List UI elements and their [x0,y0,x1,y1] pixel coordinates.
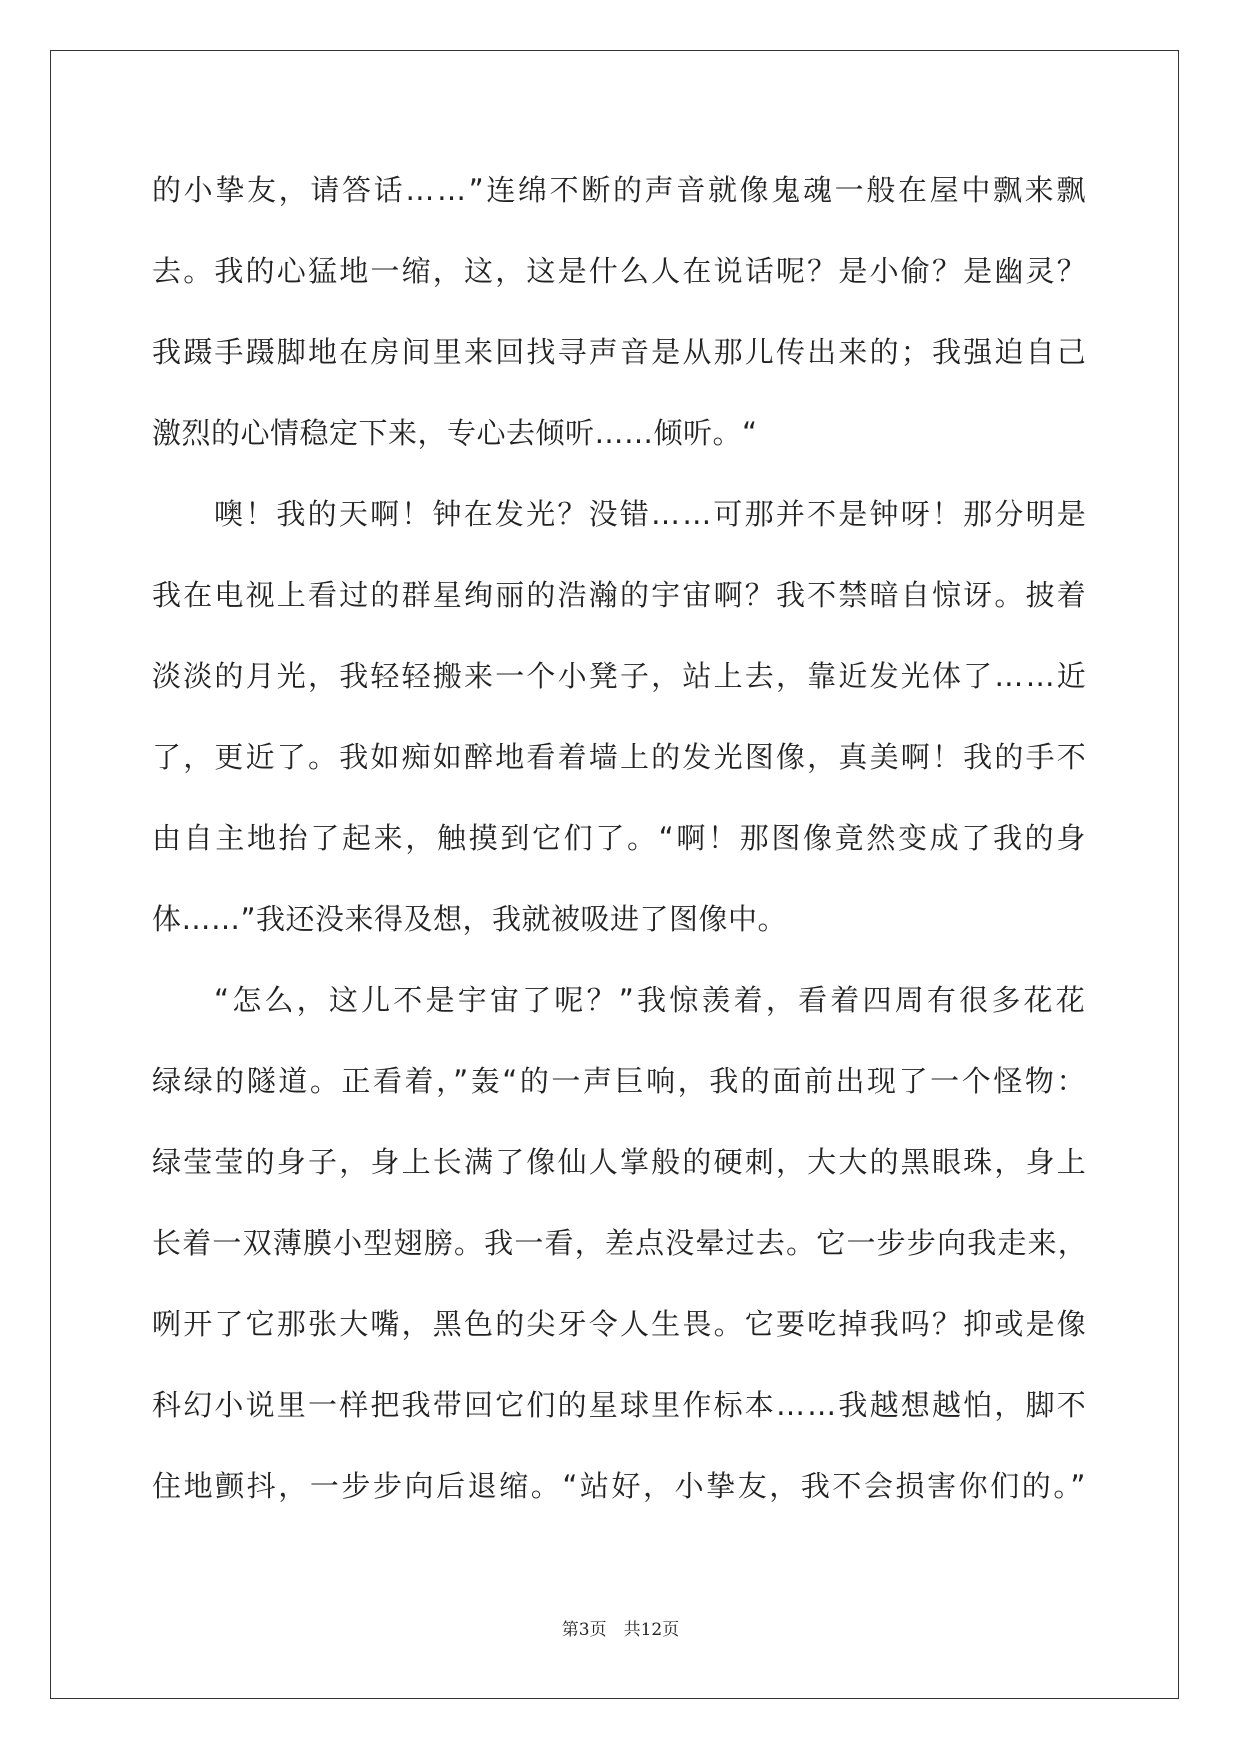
text-line [152,889,1088,970]
text-line-content: 了，更近了。我如痴如醉地看着墙上的发光图像，真美啊！我的手不 [152,740,1088,774]
text-line-content: 噢！我的天啊！钟在发光？没错……可那并不是钟呀！那分明是 [214,497,1088,531]
text-line [152,403,1088,484]
text-line [152,1051,1088,1132]
text-line-content: 去。我的心猛地一缩，这，这是什么人在说话呢？是小偷？是幽灵？ [152,254,1088,288]
text-line-content: 淡淡的月光，我轻轻搬来一个小凳子，站上去，靠近发光体了……近 [152,659,1088,693]
text-line [152,160,1088,241]
text-line [152,565,1088,646]
page-number-footer: 第3页 共12页 [561,1620,680,1640]
text-line-content: 激烈的心情稳定下来，专心去倾听……倾听。“ [152,416,758,450]
text-line-content: 我蹑手蹑脚地在房间里来回找寻声音是从那儿传出来的；我强迫自己 [152,335,1088,369]
text-line [152,1456,1088,1537]
text-line-content: “怎么，这儿不是宇宙了呢？”我惊羡着，看着四周有很多花花 [214,983,1088,1017]
text-line [152,1213,1088,1294]
text-line-content: 长着一双薄膜小型翅膀。我一看，差点没晕过去。它一步步向我走来， [152,1226,1088,1260]
text-line-content: 我在电视上看过的群星绚丽的浩瀚的宇宙啊？我不禁暗自惊讶。披着 [152,578,1088,612]
text-line-content: 的小挚友，请答话……”连绵不断的声音就像鬼魂一般在屋中飘来飘 [152,173,1089,207]
text-line [152,1375,1088,1456]
text-line-content: 绿绿的隧道。正看着，”轰“的一声巨响，我的面前出现了一个怪物： [152,1064,1089,1098]
text-line [152,727,1088,808]
text-line-content: 由自主地抬了起来，触摸到它们了。“啊！那图像竟然变成了我的身 [152,821,1089,855]
text-line [152,808,1088,889]
document-body [152,160,1088,1537]
text-line [152,646,1088,727]
text-line-content: 体……”我还没来得及想，我就被吸进了图像中。 [152,902,788,936]
text-line [152,322,1088,403]
text-line [152,241,1088,322]
paragraph-first-line [152,970,1088,1051]
text-line-content: 绿莹莹的身子，身上长满了像仙人掌般的硬刺，大大的黑眼珠，身上 [152,1145,1088,1179]
paragraph-first-line [152,484,1088,565]
text-line [152,1132,1088,1213]
text-line-content: 咧开了它那张大嘴，黑色的尖牙令人生畏。它要吃掉我吗？抑或是像 [152,1307,1088,1341]
text-line-content: 住地颤抖，一步步向后退缩。“站好，小挚友，我不会损害你们的。” [152,1469,1089,1503]
text-line-content: 科幻小说里一样把我带回它们的星球里作标本……我越想越怕，脚不 [152,1388,1088,1422]
text-line [152,1294,1088,1375]
